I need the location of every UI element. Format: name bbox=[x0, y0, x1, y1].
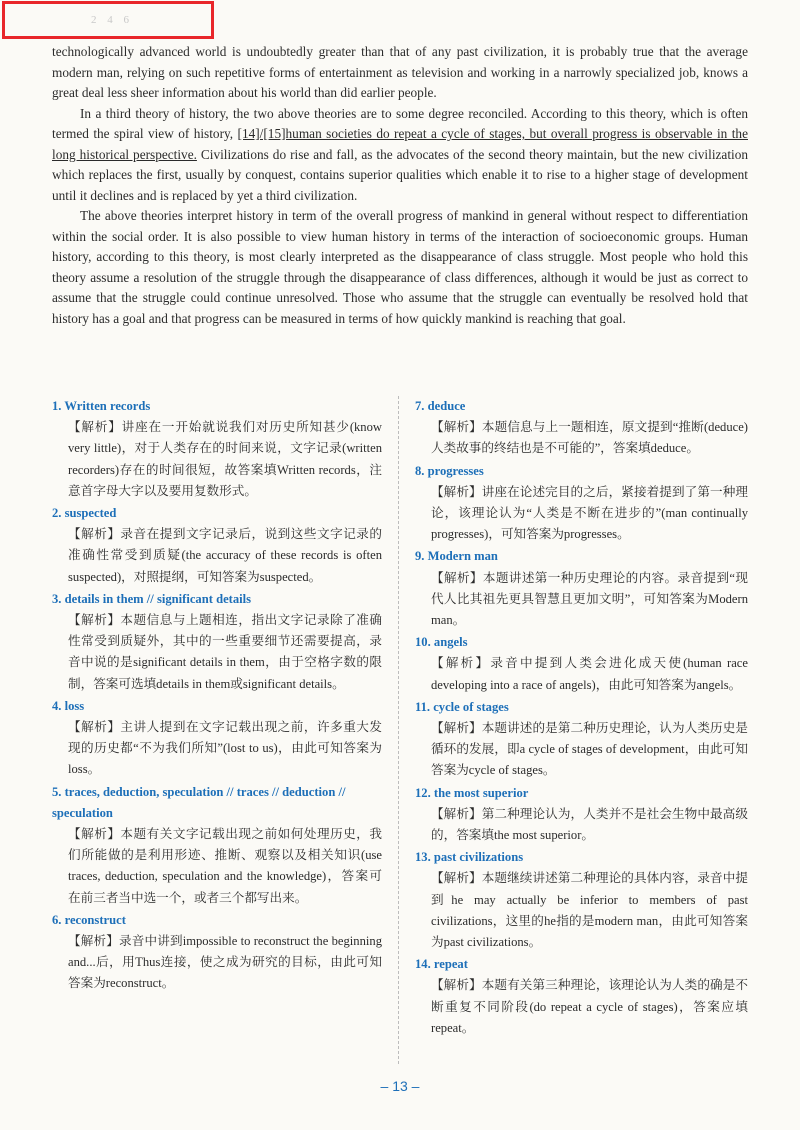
passage-paragraph-3: The above theories interpret history in term of the overall progress of mankind in general without respect to differentiation within the social order. It is also possible to view human history in terms of the interaction of socioeconomic groups. Human history, according to this theory, is most clearly interpreted as the disappearance of class struggle. Most people who hold this theory assume a resolution of the struggle through the disappearance of class differences, although it would be just as correct to assume that the struggle could continue unresolved. Those who assume that the struggle can eventually be resolved hold that history has a goal and that progress can be measured in terms of how quickly mankind is reaching that goal. bbox=[52, 208, 748, 326]
p2-after: Civilizations do rise and fall, as the advocates of the second theory maintain, but the new civilization which replaces the first, usually by conquest, contains superior qualities which enable it to rise to a higher stage of development until it declines and is replaced by yet a third civilization. bbox=[52, 146, 749, 203]
answer-explanation: 【解析】第二种理论认为，人类并不是社会生物中最高级的，答案填the most superior。 bbox=[431, 806, 748, 843]
answer-item bbox=[52, 910, 382, 995]
passage-paragraph-2 bbox=[52, 104, 748, 207]
answer-head: 2. suspected bbox=[52, 506, 117, 521]
p2-underlined-answer: [14]/[15]human societies do repeat a cycle of stages, but overall progress is observable in the long historical perspective. bbox=[52, 126, 748, 162]
answer-item bbox=[415, 632, 748, 696]
p2-before: In a third theory of history, the two above theories are to some degree reconciled. According to this theory, which is often termed the spiral view of history, bbox=[52, 105, 748, 141]
answer-item bbox=[52, 396, 382, 502]
faint-header-text: 2 4 6 bbox=[91, 14, 133, 26]
answer-item bbox=[52, 782, 382, 909]
answer-item bbox=[415, 783, 748, 847]
passage-paragraph-1: technologically advanced world is undoubtedly greater than that of any past civilization, it is probably true that the average modern man, relying on such repetitive forms of entertainment as television and working in a narrowly specialized job, knows a great deal less sheer information about his world than did earlier people. bbox=[52, 44, 748, 100]
answer-explanation: 【解析】讲座在论述完目的之后，紧接着提到了第一种理论，该理论认为“人类是不断在进步的”(man continually progresses)，可知答案为progresses。 bbox=[431, 484, 748, 542]
reading-passage bbox=[52, 42, 748, 329]
answer-item bbox=[415, 461, 748, 546]
answer-explanation: 【解析】主讲人提到在文字记载出现之前，许多重大发现的历史都“不为我们所知”(lost to us)，由此可知答案为loss。 bbox=[68, 720, 382, 777]
answer-head: 8. progresses bbox=[415, 463, 484, 478]
answer-item bbox=[415, 697, 748, 782]
answer-explanation: 【解析】本题有关第三种理论，该理论认为人类的确是不断重复不同阶段(do repeat a cycle of stages)，答案应填repeat。 bbox=[431, 978, 748, 1035]
answers-left-column bbox=[52, 396, 382, 996]
answer-head: 9. Modern man bbox=[415, 549, 498, 564]
answer-explanation: 【解析】本题讲述的是第二种历史理论，认为人类历史是循环的发展，即a cycle of stages of development，由此可知答案为cycle of stages。 bbox=[431, 721, 748, 778]
answer-explanation: 【解析】录音中讲到impossible to reconstruct the beginning and...后，用Thus连接，使之成为研究的目标，由此可知答案为reconstruct。 bbox=[68, 934, 382, 991]
answer-item bbox=[415, 546, 748, 631]
answer-head: 14. repeat bbox=[415, 957, 468, 972]
answer-item bbox=[52, 503, 382, 588]
highlight-box bbox=[2, 1, 214, 39]
column-divider bbox=[398, 396, 399, 1064]
answers-right-column bbox=[415, 396, 748, 1040]
answer-explanation: 【解析】本题继续讲述第二种理论的具体内容，录音中提到he may actually be inferior to members of past civilizations，这里的he指的是modern man，由此可知答案为past civilizations。 bbox=[431, 871, 748, 950]
answer-item bbox=[52, 696, 382, 781]
answer-explanation: 【解析】讲座在一开始就说我们对历史所知甚少(know very little)，对于人类存在的时间来说，文字记录(written recorders)存在的时间很短，故答案填Written records，注意首字母大字以及要用复数形式。 bbox=[68, 420, 382, 498]
answer-head: 13. past civilizations bbox=[415, 850, 524, 865]
answer-item bbox=[415, 396, 748, 460]
answer-explanation: 【解析】本题信息与上一题相连，原文提到“推断(deduce)人类故事的终结也是不可能的”，答案填deduce。 bbox=[431, 420, 748, 456]
answer-explanation: 【解析】本题讲述第一种历史理论的内容。录音提到“现代人比其祖先更具智慧且更加文明”，可知答案为Modern man。 bbox=[431, 570, 748, 628]
answer-head: 11. cycle of stages bbox=[415, 699, 509, 714]
answer-item bbox=[415, 847, 748, 953]
answer-head: 10. angels bbox=[415, 635, 468, 650]
answer-head: 7. deduce bbox=[415, 399, 466, 413]
answer-explanation: 【解析】录音在提到文字记录后，说到这些文字记录的准确性常受到质疑(the accuracy of these records is often suspected)，对照提纲，可知答案为suspected。 bbox=[68, 527, 382, 584]
answer-head: 6. reconstruct bbox=[52, 912, 126, 927]
answer-head: 1. Written records bbox=[52, 399, 151, 413]
answer-head: 5. traces, deduction, speculation // traces // deduction // speculation bbox=[52, 784, 346, 820]
answer-item bbox=[52, 589, 382, 695]
answer-head: 12. the most superior bbox=[415, 785, 529, 800]
page-number: – 13 – bbox=[380, 1078, 420, 1094]
answer-head: 4. loss bbox=[52, 698, 85, 713]
answer-explanation: 【解析】录音中提到人类会进化成天使(human race developing into a race of angels)，由此可知答案为angels。 bbox=[431, 656, 748, 692]
answer-explanation: 【解析】本题有关文字记载出现之前如何处理历史，我们所能做的是利用形迹、推断、观察以及相关知识(use traces, deduction, speculation and the knowledge)，答案可在前三者当中选一个，或者三个都写出来。 bbox=[68, 827, 382, 905]
answer-item bbox=[415, 954, 748, 1039]
answer-explanation: 【解析】本题信息与上题相连，指出文字记录除了准确性常受到质疑外，其中的一些重要细节还需要提高，录音中说的是significant details in them，由于空格字数的限制，答案可选填details in them或significant details。 bbox=[68, 613, 382, 691]
answer-head: 3. details in them // significant details bbox=[52, 591, 252, 606]
